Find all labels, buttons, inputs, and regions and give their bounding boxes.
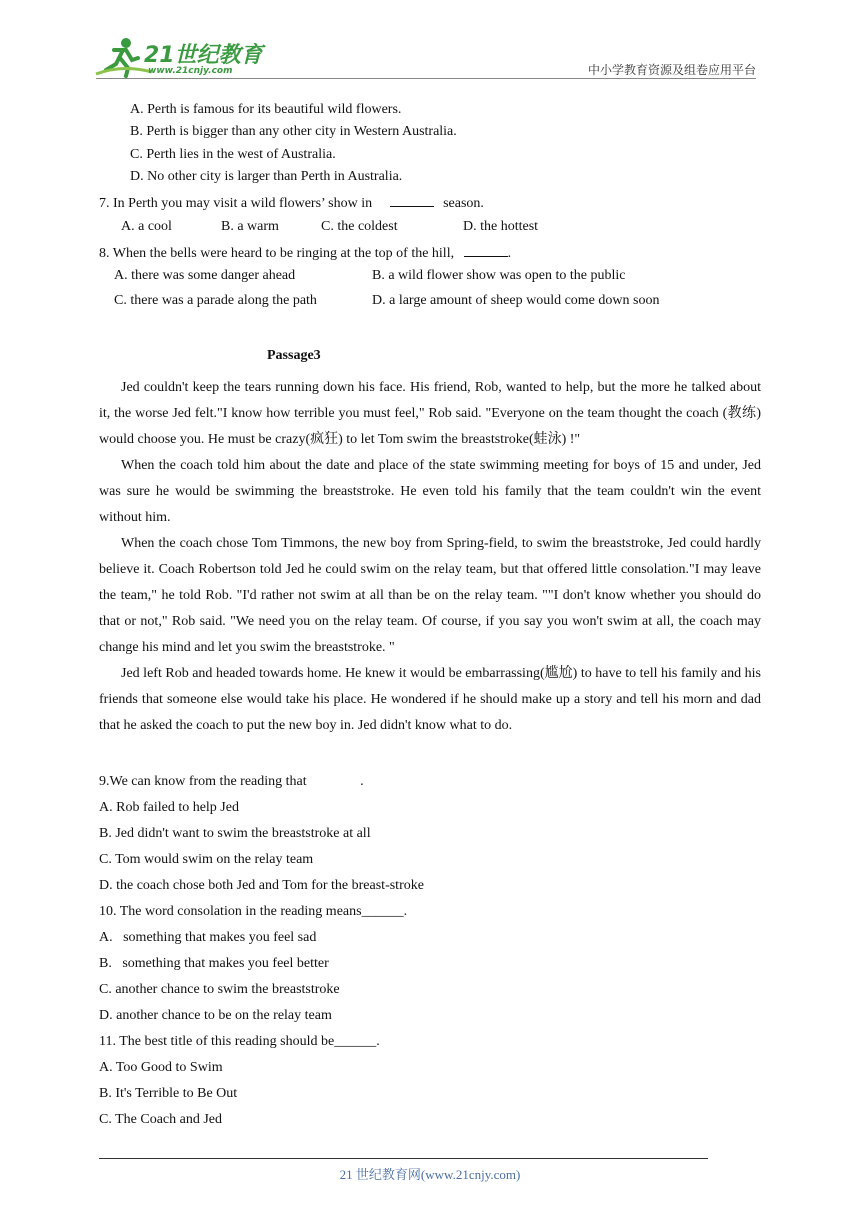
q8-option-c: C. there was a parade along the path bbox=[114, 293, 317, 308]
q8-option-d: D. a large amount of sheep would come down soon bbox=[372, 293, 660, 308]
header-divider bbox=[96, 78, 756, 79]
q10-option-d: D. another chance to be on the relay team bbox=[99, 1008, 332, 1023]
q6-option-a: A. Perth is famous for its beautiful wild flowers. bbox=[130, 102, 402, 117]
site-logo bbox=[92, 34, 262, 80]
q8-stem-text: 8. When the bells were heard to be ringing at the top of the hill, bbox=[99, 246, 455, 261]
q7-blank bbox=[390, 192, 434, 207]
footer-link[interactable]: 21 世纪教育网(www.21cnjy.com) bbox=[339, 1167, 521, 1182]
q11-option-a: A. Too Good to Swim bbox=[99, 1060, 223, 1075]
q7-option-c: C. the coldest bbox=[321, 219, 398, 234]
q11-stem: 11. The best title of this reading should be______. bbox=[99, 1034, 380, 1049]
q10-option-a: A. something that makes you feel sad bbox=[99, 930, 317, 945]
logo-text: 21世纪教育 bbox=[144, 43, 263, 68]
q10-option-b: B. something that makes you feel better bbox=[99, 956, 329, 971]
q7-option-b: B. a warm bbox=[221, 219, 279, 234]
passage-paragraph: When the coach chose Tom Timmons, the new boy from Spring-field, to swim the breaststroke, Jed could hardly believe it. Coach Robertson told Jed he could swim on the relay team, but that offered little consolation."I may leave the team," he told Rob. "I'd rather not swim at all than be on the relay team. ""I don't know whether you should do that or not," Rob said. "We need you on the relay team. Of course, if you say you won't swim at all, the coach may change his mind and let you swim the breaststroke. " bbox=[99, 536, 761, 655]
q9-stem bbox=[99, 772, 364, 792]
q11-option-c: C. The Coach and Jed bbox=[99, 1112, 222, 1127]
q10-stem: 10. The word consolation in the reading means______. bbox=[99, 904, 408, 919]
q8-blank bbox=[464, 242, 508, 257]
q11-option-b: B. It's Terrible to Be Out bbox=[99, 1086, 238, 1101]
platform-label: 中小学教育资源及组卷应用平台 bbox=[587, 63, 756, 77]
q8-option-a: A. there was some danger ahead bbox=[114, 268, 296, 283]
q9-option-a: A. Rob failed to help Jed bbox=[99, 800, 239, 815]
footer-divider bbox=[99, 1158, 708, 1159]
passage-paragraph: Jed left Rob and headed towards home. He knew it would be embarrassing(尴尬) to have to tell his family and his friends that someone else would take his place. He wondered if he should make up a story and tell his morn and dad that he asked the coach to put the new boy in. Jed didn't know what to do. bbox=[99, 666, 761, 733]
q8-stem: 8. When the bells were heard to be ringing at the top of the hill, . bbox=[99, 242, 511, 264]
q6-option-c: C. Perth lies in the west of Australia. bbox=[130, 147, 336, 162]
q7-stem bbox=[99, 192, 484, 214]
q7-stem-text: 7. In Perth you may visit a wild flowers’ show in bbox=[99, 196, 373, 211]
passage-paragraph: When the coach told him about the date and place of the state swimming meeting for boys of 15 and under, Jed was sure he would be swimming the breaststroke. He even told his family that the team couldn't win the event without him. bbox=[99, 458, 761, 525]
passage-paragraph: Jed couldn't keep the tears running down his face. His friend, Rob, wanted to help, but the more he talked about it, the worse Jed felt."I know how terrible you must feel," Rob said. "Everyone on the team thought the coach (教练) would choose you. He must be crazy(疯狂) to let Tom swim the breaststroke(蛙泳) !" bbox=[99, 380, 761, 447]
q10-option-c: C. another chance to swim the breaststroke bbox=[99, 982, 340, 997]
q6-option-b: B. Perth is bigger than any other city in Western Australia. bbox=[130, 124, 457, 139]
q6-option-d: D. No other city is larger than Perth in Australia. bbox=[130, 169, 403, 184]
q7-option-a: A. a cool bbox=[121, 219, 172, 234]
q8-option-b: B. a wild flower show was open to the public bbox=[372, 268, 626, 283]
passage-body bbox=[99, 375, 761, 739]
q7-option-d: D. the hottest bbox=[463, 219, 539, 234]
logo-url: www.21cnjy.com bbox=[148, 66, 233, 76]
q9-stem-text: 9.We can know from the reading that bbox=[99, 774, 307, 789]
q7-stem-end: season. bbox=[443, 196, 484, 211]
q9-period: . bbox=[360, 774, 364, 789]
q9-option-c: C. Tom would swim on the relay team bbox=[99, 852, 314, 867]
q9-option-b: B. Jed didn't want to swim the breaststroke at all bbox=[99, 826, 371, 841]
q9-option-d: D. the coach chose both Jed and Tom for the breast-stroke bbox=[99, 878, 424, 893]
passage-title: Passage3 bbox=[267, 348, 321, 363]
